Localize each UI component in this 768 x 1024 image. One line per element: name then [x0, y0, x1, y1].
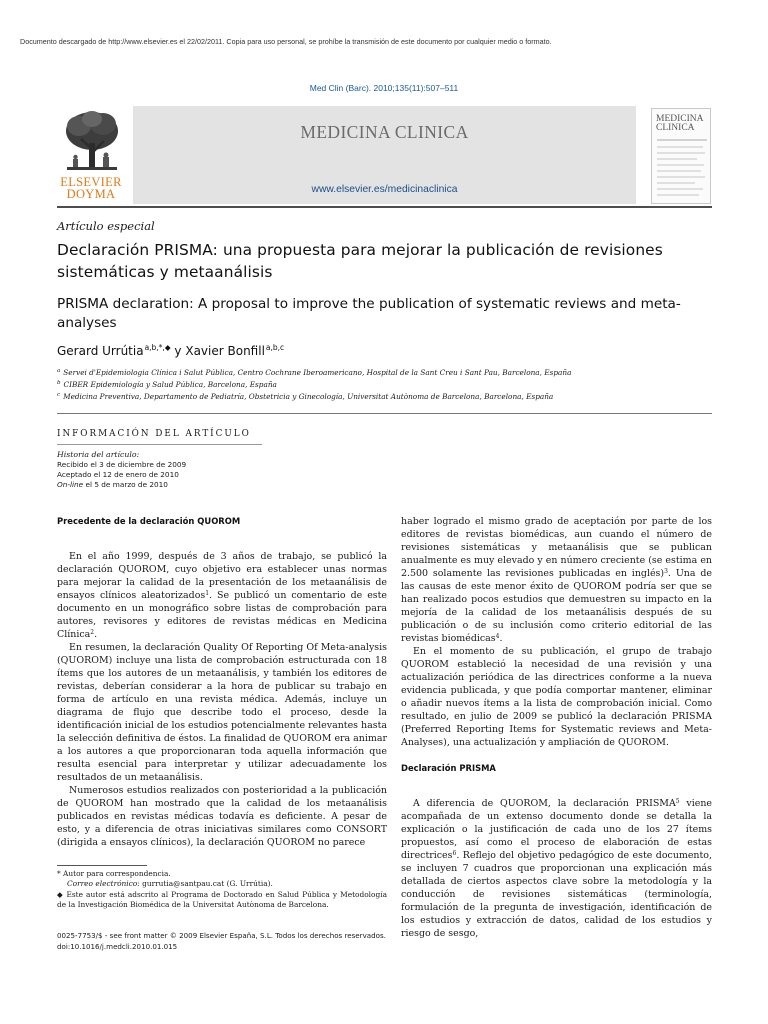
email-line — [57, 879, 387, 889]
email-link[interactable]: gurrutia@santpau.cat (G. Urrútia). — [142, 879, 273, 889]
body-column-left — [57, 515, 387, 849]
cover-divider — [657, 139, 707, 141]
affiliation-mark: b — [57, 380, 61, 386]
accepted-date: Aceptado el 12 de enero de 2010 — [57, 470, 179, 479]
cover-text-line — [657, 176, 705, 178]
article-info-heading: INFORMACIÓN DEL ARTÍCULO — [57, 429, 251, 439]
copyright-line: 0025-7753/$ - see front matter © 2009 Elsevier España, S.L. Todos los derechos reservados. — [57, 931, 386, 940]
author-list — [57, 343, 284, 358]
history-heading: Historia del artículo: — [57, 450, 140, 459]
author-joiner: y — [174, 344, 182, 358]
body-paragraph: En el momento de su publicación, el grupo de trabajo QUOROM estableció la necesidad de una revisión y una actualización periódica de las directrices conforme a la nueva evidencia publicada, y que podía comportar mantener, eliminar o añadir nuevos ítems a la lista de comprobación inicial. Como resultado, en julio de 2009 se publicó la declaración PRISMA (Preferred Reporting Items for Systematic reviews and Meta-Analyses), una actualización y ampliación de QUOROM. — [401, 646, 712, 749]
online-date-line — [57, 480, 257, 490]
journal-band — [133, 106, 636, 204]
footnotes — [57, 869, 387, 910]
author-name[interactable]: Gerard Urrútia — [57, 344, 144, 358]
reference-link[interactable]: 1 — [205, 590, 210, 598]
journal-url-link[interactable]: www.elsevier.es/medicinaclinica — [311, 184, 458, 195]
author-name[interactable]: Xavier Bonfill — [185, 344, 265, 358]
info-divider — [57, 444, 262, 445]
journal-citation[interactable]: Med Clin (Barc). 2010;135(11):507–511 — [309, 83, 459, 93]
affiliation — [57, 366, 707, 378]
doi-link[interactable]: doi:10.1016/j.medcli.2010.01.015 — [57, 941, 178, 951]
body-column-right — [401, 515, 712, 940]
publisher-name-line2: DOYMA — [66, 187, 116, 201]
body-paragraph: Numerosos estudios realizados con posterioridad a la publicación de QUOROM han mostrado que la calidad de los metaanálisis publicados en revistas médicas todavía es deficiente. A pesar de esto, y a diferencia de otras iniciativas similares como CONSORT (dirigida a ensayos clínicos), la declaración QUOROM no parece — [57, 785, 387, 849]
reference-link[interactable]: 3 — [664, 568, 668, 576]
affiliation — [57, 378, 707, 390]
footnote-rule — [57, 865, 147, 866]
header-rule — [57, 206, 712, 208]
tree-icon — [63, 109, 121, 175]
affiliation-mark: c — [57, 392, 61, 398]
cover-text-line — [657, 170, 701, 172]
masthead — [57, 105, 712, 205]
section-heading: Declaración PRISMA — [401, 763, 496, 774]
affiliations — [57, 366, 707, 402]
cover-text-line — [657, 152, 705, 154]
online-label: On-line — [57, 480, 84, 489]
section-divider — [57, 413, 712, 414]
cover-text-line — [657, 158, 697, 160]
reference-link[interactable]: 5 — [675, 798, 680, 806]
article-title-english: PRISMA declaration: A proposal to improve the publication of systematic reviews and meta-analyses — [57, 296, 681, 331]
affiliation-text: Servei d'Epidemiologia Clínica i Salut Pública, Centro Cochrane Iberoamericano, Hospital de la Sant Creu i Sant Pau, Barcelona, España — [63, 368, 572, 377]
section-heading: Precedente de la declaración QUOROM — [57, 516, 241, 526]
journal-cover-thumbnail — [651, 108, 711, 204]
body-paragraph: A diferencia de QUOROM, la declaración PRISMA$^5$ viene acompañada de un extenso documento donde se detalla la explicación o la justificación de cada uno de los 27 ítems propuestos, así como el proceso de elaboración de estas directrices$^6$. Reflejo del objetivo pedagógico de este documento, se incluyen 7 cuadros que proporcionan una explicación más detallada de ciertos aspectos clave sobre la metodología y la conducción de revisiones sistemáticas (terminología, formulación de la pregunta de investigación, identificación de los estudios y extracción de datos, calidad de los estudios y riesgo de sesgo, — [401, 798, 712, 940]
author-affiliation-marks: a,b,c — [265, 343, 285, 352]
cover-title-line1: MEDICINA — [656, 114, 704, 124]
cover-title-line2: CLINICA — [656, 123, 695, 133]
reference-link[interactable]: 2 — [90, 629, 95, 637]
publisher-name-line1: ELSEVIER — [60, 175, 122, 189]
legal-info — [57, 931, 557, 952]
journal-name: MEDICINA CLINICA — [300, 122, 469, 142]
author-program-note: ◆ Este autor está adscrito al Programa de Doctorado en Salud Pública y Metodología de la Investigación Biomédica de la Universitat Autònoma de Barcelona. — [57, 889, 387, 909]
affiliation-text: Medicina Preventiva, Departamento de Pediatría, Obstetricia y Ginecología, Universitat Autònoma de Barcelona, Barcelona, España — [63, 392, 554, 401]
cover-text-line — [657, 194, 699, 196]
article-history — [57, 450, 257, 490]
cover-text-line — [657, 164, 704, 166]
author-affiliation-marks: a,b,*,◆ — [144, 343, 171, 352]
cover-text-line — [657, 146, 703, 148]
online-date: el 5 de marzo de 2010 — [85, 480, 168, 489]
article-title-spanish: Declaración PRISMA: una propuesta para mejorar la publicación de revisiones sistemáticas y metaanálisis — [57, 241, 663, 281]
cover-text-line — [657, 188, 703, 190]
correspondence-note: * Autor para correspondencia. — [57, 869, 171, 878]
email-label: Correo electrónico: — [67, 879, 140, 889]
download-notice: Documento descargado de http://www.elsevier.es el 22/02/2011. Copia para uso personal, se prohíbe la transmisión de este documento por cualquier medio o formato. — [20, 37, 552, 46]
body-paragraph: haber logrado el mismo grado de aceptación por parte de los editores de revistas biomédicas, aun cuando el número de revisiones sistemáticas y metaanálisis que se publican anualmente es muy elevado y en número creciente (se estima en 2.500 solamente las revisiones publicadas en inglés)$^3$. Una de las causas de este menor éxito de QUOROM podría ser que se han realizado pocos estudios que demuestren su impacto en la mejoría de la calidad de los metaanálisis después de su publicación o de su inclusión como criterio editorial de las revistas biomédicas$^4$. — [401, 516, 712, 645]
reference-link[interactable]: 4 — [495, 633, 500, 641]
body-paragraph: En resumen, la declaración Quality Of Reporting Of Meta-analysis (QUOROM) incluye una lista de comprobación estructurada con 18 ítems que los autores de un metaanálisis, y también los editores de revistas, deberían considerar a la hora de publicar su trabajo en forma de artículo en una revista médica. Además, incluye un diagrama de flujo que describe todo el proceso, desde la identificación inicial de los estudios potencialmente relevantes hasta la selección definitiva de éstos. La finalidad de QUOROM era animar a los autores a que proporcionaran toda aquella información que resulta esencial para interpretar y utilizar adecuadamente los resultados de un metaanálisis. — [57, 642, 387, 784]
received-date: Recibido el 3 de diciembre de 2009 — [57, 460, 187, 469]
article-type: Artículo especial — [57, 219, 155, 233]
publisher-logo — [57, 105, 125, 205]
affiliation-text: CIBER Epidemiología y Salud Pública, Barcelona, España — [63, 380, 277, 389]
affiliation-mark: a — [57, 368, 61, 374]
affiliation — [57, 390, 707, 402]
body-paragraph: En el año 1999, después de 3 años de trabajo, se publicó la declaración QUOROM, cuyo objetivo era establecer unas normas para mejorar la calidad de la presentación de los metaanálisis de ensayos clínicos aleatorizados$^1$. Se publicó un comentario de este documento en un monográfico sobre listas de comprobación para autores, revisores y editores de revistas médicas en Medicina Clínica$^2$. — [57, 551, 388, 641]
reference-link[interactable]: 6 — [452, 850, 457, 858]
cover-text-line — [657, 182, 695, 184]
